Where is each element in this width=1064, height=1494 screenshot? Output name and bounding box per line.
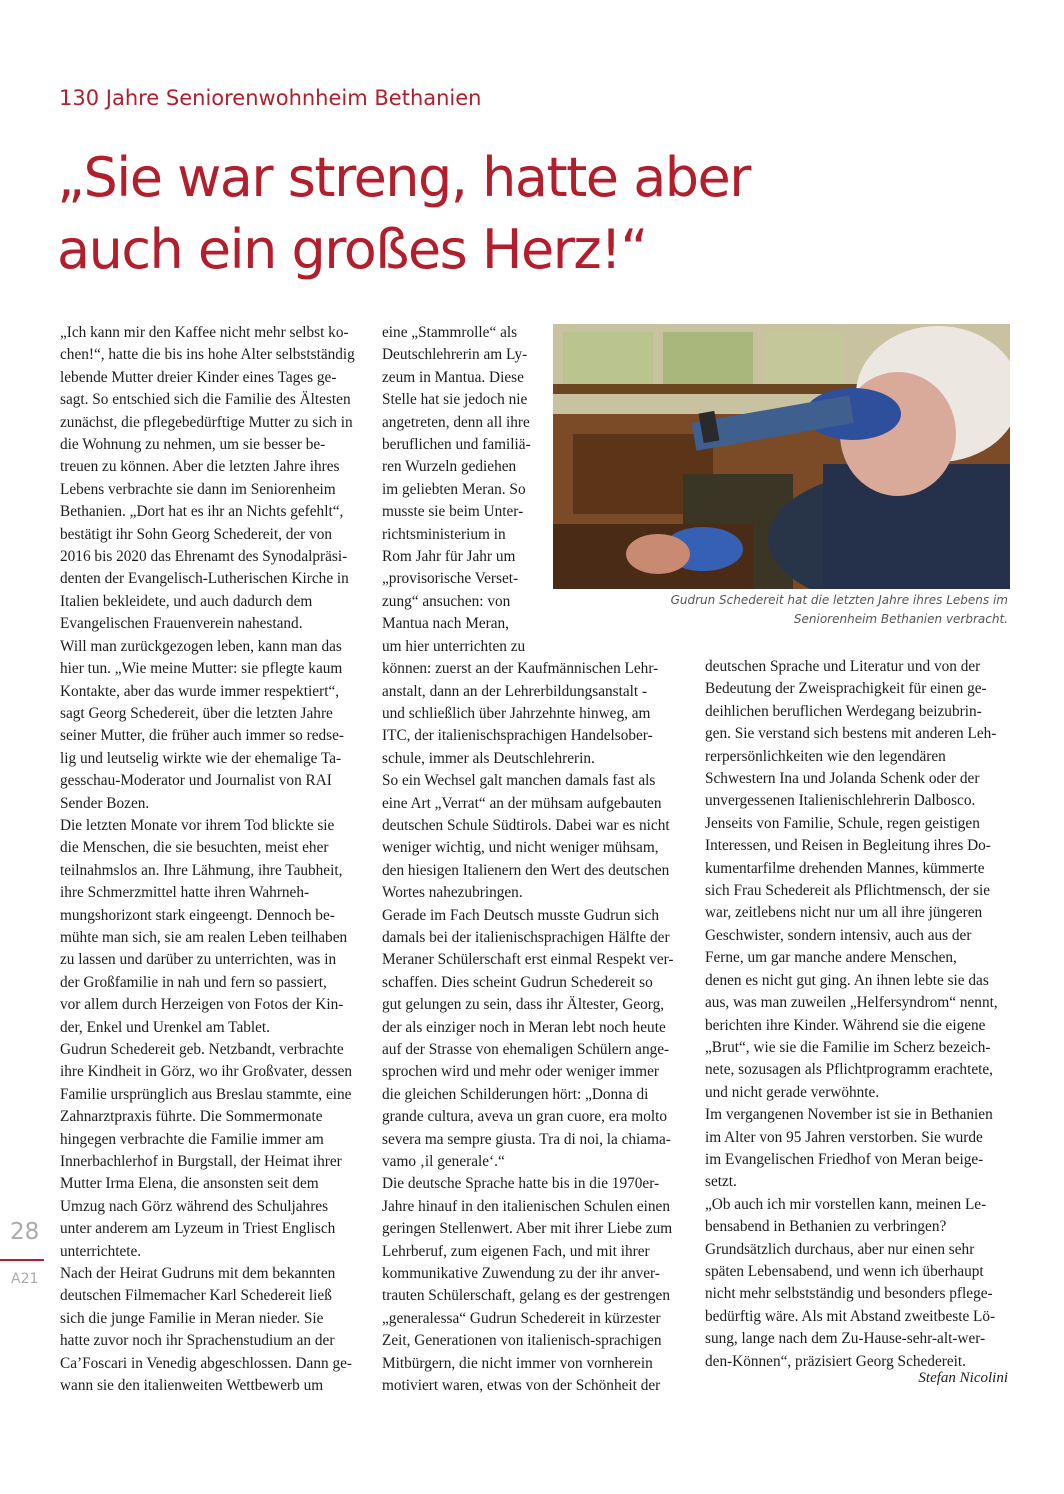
text-line: vamo ‚il generale‘.“ bbox=[382, 1153, 505, 1171]
text-line: richtsministerium in bbox=[382, 525, 506, 543]
text-line: denten der Evangelisch-Lutherischen Kirche in bbox=[60, 570, 349, 588]
text-line: denen es nicht gut ging. An ihnen lebte sie das bbox=[705, 971, 989, 989]
text-line: gesschau-Moderator und Journalist von RAI bbox=[60, 772, 332, 790]
text-line: Mantua nach Meran, bbox=[382, 615, 509, 633]
text-line: und nicht gerade verwöhnte. bbox=[705, 1083, 880, 1101]
text-line: Mutter Irma Elena, die ansonsten seit dem bbox=[60, 1175, 319, 1193]
text-line: schule, immer als Deutschlehrerin. bbox=[382, 749, 595, 767]
text-line: hingegen verbrachte die Familie immer am bbox=[60, 1130, 324, 1148]
text-line: Die deutsche Sprache hatte bis in die 1970er- bbox=[382, 1175, 660, 1193]
text-line: Zahnarztpraxis führte. Die Sommermonate bbox=[60, 1108, 323, 1126]
text-line: Interessen, und Reisen in Begleitung ihres Do- bbox=[705, 837, 991, 855]
text-line: ihre Kindheit in Görz, wo ihr Großvater, dessen bbox=[60, 1063, 353, 1081]
text-line: Mitbürgern, die nicht immer von vornherein bbox=[382, 1354, 653, 1372]
article-photo bbox=[553, 324, 1010, 589]
caption-line: Seniorenheim Bethanien verbracht. bbox=[793, 612, 1008, 626]
text-line: deutschen Sprache und Literatur und von der bbox=[705, 658, 981, 675]
text-line: Wortes nahezubringen. bbox=[382, 884, 523, 902]
text-line: hatte zuvor noch ihr Sprachenstudium an der bbox=[60, 1332, 335, 1350]
text-line: Die letzten Monate vor ihrem Tod blickte sie bbox=[60, 816, 335, 834]
text-line: Lehrberuf, zum eigenen Fach, und mit ihrer bbox=[382, 1242, 650, 1260]
text-line: den-Können“, präzisiert Georg Schedereit. bbox=[705, 1352, 966, 1370]
text-line: Innerbachlerhof in Burgstall, der Heimat ihrer bbox=[60, 1153, 342, 1171]
text-line: der als einziger noch in Meran lebt noch heute bbox=[382, 1018, 666, 1036]
text-line: unterrichtete. bbox=[60, 1242, 142, 1260]
text-line: der Großfamilie in nah und fern so passiert, bbox=[60, 973, 327, 991]
text-line: So ein Wechsel galt manchen damals fast als bbox=[382, 772, 656, 790]
headline-line: „Sie war streng, hatte aber bbox=[57, 146, 750, 209]
text-line: wann sie den italienweiten Wettbewerb um bbox=[60, 1377, 324, 1395]
text-line: Lebens verbrachte sie dann im Seniorenheim bbox=[60, 480, 336, 498]
author-signature: Stefan Nicolini bbox=[918, 1370, 1008, 1386]
text-line: beruflichen und familiä- bbox=[382, 436, 531, 454]
text-line: im geliebten Meran. So bbox=[382, 480, 526, 498]
text-line: bestätigt ihr Sohn Georg Schedereit, der von bbox=[60, 525, 333, 543]
text-line: Zeit, Generationen von italienisch-sprachigen bbox=[382, 1332, 662, 1350]
text-line: 2016 bis 2020 das Ehrenamt des Synodalpräsi- bbox=[60, 548, 348, 566]
text-line: im Alter von 95 Jahren verstorben. Sie wurde bbox=[705, 1128, 983, 1146]
text-line: Jenseits von Familie, Schule, regen geistigen bbox=[705, 814, 980, 832]
text-line: sprochen wird und mehr oder weniger immer bbox=[382, 1063, 659, 1081]
text-line: bedürftig wäre. Als mit Abstand zweitbeste Lö- bbox=[705, 1307, 996, 1325]
text-line: chen!“, hatte die bis ins hohe Alter selbstständig bbox=[60, 346, 355, 364]
text-line: im Evangelischen Friedhof von Meran beige- bbox=[705, 1150, 984, 1168]
text-line: deutschen Filmemacher Karl Schedereit ließ bbox=[60, 1287, 332, 1305]
text-line: mungshorizont stark eingeengt. Dennoch be- bbox=[60, 906, 335, 924]
text-line: damals bei der italienischsprachigen Hälfte der bbox=[382, 928, 670, 946]
text-line: bensabend in Bethanien zu verbringen? bbox=[705, 1218, 947, 1236]
text-line: sich Frau Schedereit als Pflichtmensch, der sie bbox=[705, 882, 991, 900]
text-line: der, Enkel und Urenkel am Tablet. bbox=[60, 1018, 270, 1036]
text-line: Evangelischen Frauenverein nahestand. bbox=[60, 615, 303, 633]
text-line: Im vergangenen November ist sie in Bethanien bbox=[705, 1106, 993, 1124]
text-line: setzt. bbox=[705, 1173, 737, 1191]
headline bbox=[57, 142, 957, 286]
text-line: rerpersönlichkeiten wie den legendären bbox=[705, 747, 946, 765]
text-line: nicht mehr selbstständig und besonders pflege- bbox=[705, 1285, 993, 1303]
text-line: war, zeitlebens nicht nur um all ihre jüngeren bbox=[705, 904, 983, 922]
text-line: sagt Georg Schedereit, über die letzten Jahre bbox=[60, 704, 333, 722]
text-line: weniger wichtig, und nicht weniger mühsam, bbox=[382, 839, 659, 857]
text-line: auf der Strasse von ehemaligen Schülern ange- bbox=[382, 1041, 670, 1058]
text-line: gen. Sie verstand sich bestens mit anderen Leh- bbox=[705, 725, 997, 743]
text-line: grande cultura, aveva un gran cuore, era molto bbox=[382, 1108, 667, 1126]
text-line: ihre Schmerzmittel hatte ihren Wahrneh- bbox=[60, 884, 310, 902]
text-line: hier tun. „Wie meine Mutter: sie pflegte kaum bbox=[60, 660, 343, 678]
text-line: Sender Bozen. bbox=[60, 794, 150, 812]
text-line: „Ich kann mir den Kaffee nicht mehr selbst ko- bbox=[60, 324, 349, 341]
text-line: „generalessa“ Gudrun Schedereit in kürzester bbox=[382, 1309, 661, 1327]
text-line: die gleichen Schilderungen hört: „Donna di bbox=[382, 1085, 649, 1103]
text-line: Geschwister, sondern intensiv, auch aus der bbox=[705, 926, 972, 944]
caption-line: Gudrun Schedereit hat die letzten Jahre ihres Lebens im bbox=[670, 593, 1008, 607]
text-line: „Ob auch ich mir vorstellen kann, meinen Le- bbox=[705, 1195, 987, 1213]
text-line: Familie ursprünglich aus Breslau stammte, eine bbox=[60, 1085, 352, 1103]
text-line: gut gelungen zu sein, dass ihr Ältester, Georg, bbox=[382, 996, 665, 1014]
text-line: anstalt, dann an der Lehrerbildungsanstalt - bbox=[382, 682, 648, 700]
text-line: Grundsätzlich durchaus, aber nur einen sehr bbox=[705, 1240, 975, 1258]
text-line: deutschen Schule Südtirols. Dabei war es nicht bbox=[382, 816, 670, 834]
text-line: angetreten, denn all ihre bbox=[382, 413, 530, 431]
text-line: sagt. So entschied sich die Familie des Ältesten bbox=[60, 391, 351, 409]
article-column-3 bbox=[705, 656, 998, 1373]
text-line: können: zuerst an der Kaufmännischen Lehr- bbox=[382, 660, 659, 678]
text-line: späten Lebensabend, und wenn ich überhaupt bbox=[705, 1262, 984, 1280]
text-line: mühte man sich, sie am realen Leben teilhaben bbox=[60, 928, 348, 946]
text-line: die Wohnung zu nehmen, um sie besser be- bbox=[60, 436, 326, 454]
text-line: zeum in Mantua. Diese bbox=[382, 368, 524, 386]
text-line: lig und leutselig wirkte wie der ehemalige Ta- bbox=[60, 749, 342, 767]
text-line: Schwestern Ina und Jolanda Schenk oder der bbox=[705, 770, 980, 788]
text-line: eine Art „Verrat“ an der mühsam aufgebauten bbox=[382, 794, 662, 812]
text-line: „provisorische Verset- bbox=[382, 570, 519, 588]
section-kicker: 130 Jahre Seniorenwohnheim Bethanien bbox=[59, 86, 482, 110]
photo-caption bbox=[608, 591, 1008, 629]
text-line: eine „Stammrolle“ als bbox=[382, 324, 518, 341]
text-line: zu lassen und darüber zu unterrichten, was in bbox=[60, 951, 337, 969]
text-line: Kontakte, aber das wurde immer respektiert“, bbox=[60, 682, 340, 700]
text-line: Bethanien. „Dort hat es ihr an Nichts gefehlt“, bbox=[60, 503, 344, 521]
text-line: Meraner Schülerschaft erst einmal Respekt ver- bbox=[382, 951, 674, 969]
text-line: „Brut“, wie sie die Familie im Scherz bezeich- bbox=[705, 1038, 991, 1056]
text-line: lebende Mutter dreier Kinder eines Tages ge- bbox=[60, 368, 337, 386]
text-line: sich die junge Familie in Meran nieder. Sie bbox=[60, 1309, 324, 1327]
text-line: die Menschen, die sie besuchten, meist eher bbox=[60, 839, 329, 857]
text-line: treuen zu können. Aber die letzten Jahre ihres bbox=[60, 458, 340, 476]
text-line: trauten Schülerschaft, gelang es der gestrengen bbox=[382, 1287, 670, 1305]
text-line: Nach der Heirat Gudruns mit dem bekannten bbox=[60, 1265, 336, 1283]
text-line: ren Wurzeln gediehen bbox=[382, 458, 517, 476]
text-line: motiviert waren, etwas von der Schönheit der bbox=[382, 1377, 661, 1395]
text-line: Rom Jahr für Jahr um bbox=[382, 548, 516, 566]
text-line: unvergessenen Italienischlehrerin Dalbosco. bbox=[705, 792, 976, 810]
text-line: teilnahmslos an. Ihre Lähmung, ihre Taubheit, bbox=[60, 861, 343, 879]
text-line: Italien bekleidete, und auch dadurch dem bbox=[60, 592, 313, 610]
text-line: geringen Stellenwert. Aber mit ihrer Liebe zum bbox=[382, 1220, 673, 1238]
page-number: 28 bbox=[10, 1219, 40, 1245]
text-line: nete, sozusagen als Pflichtprogramm erachtete, bbox=[705, 1061, 993, 1079]
text-line: severa ma sempre giusta. Tra di noi, la chiama- bbox=[382, 1130, 671, 1148]
text-line: Ferne, um gar manche andere Menschen, bbox=[705, 949, 957, 967]
text-line: schaffen. Dies scheint Gudrun Schedereit so bbox=[382, 973, 653, 991]
text-line: unter anderem am Lyzeum in Triest Englisch bbox=[60, 1220, 336, 1238]
text-line: kommunikative Zuwendung zu der ihr anver- bbox=[382, 1265, 660, 1283]
text-line: kumentarfilme drehenden Mannes, kümmerte bbox=[705, 859, 985, 877]
article-column-1 bbox=[60, 322, 355, 1398]
text-line: ITC, der italienischsprachigen Handelsober- bbox=[382, 727, 653, 745]
text-line: Umzug nach Görz während des Schuljahres bbox=[60, 1197, 329, 1215]
text-line: berichten ihre Kinder. Während sie die eigene bbox=[705, 1016, 986, 1034]
text-line: Deutschlehrerin am Ly- bbox=[382, 346, 528, 364]
text-line: Jahre hinauf in den italienischen Schulen einen bbox=[382, 1197, 670, 1215]
text-line: Gudrun Schedereit geb. Netzbandt, verbrachte bbox=[60, 1041, 344, 1058]
page-number-divider bbox=[0, 1259, 44, 1261]
text-line: seiner Mutter, die früher auch immer so redse- bbox=[60, 727, 344, 745]
text-line: zung“ ansuchen: von bbox=[382, 592, 511, 610]
text-line: Ca’Foscari in Venedig abgeschlossen. Dann ge- bbox=[60, 1354, 352, 1372]
text-line: Bedeutung der Zweisprachigkeit für einen ge- bbox=[705, 680, 987, 698]
text-line: Stelle hat sie jedoch nie bbox=[382, 391, 528, 409]
text-line: Gerade im Fach Deutsch musste Gudrun sich bbox=[382, 906, 659, 924]
text-line: musste sie beim Unter- bbox=[382, 503, 524, 521]
text-line: aus, was man zuweilen „Helfersyndrom“ nennt, bbox=[705, 994, 998, 1012]
text-line: und schließlich über Jahrzehnte hinweg, am bbox=[382, 704, 651, 722]
text-line: vor allem durch Herzeigen von Fotos der Kin- bbox=[60, 996, 344, 1014]
text-line: Will man zurückgezogen leben, kann man das bbox=[60, 637, 342, 655]
text-line: zunächst, die pflegebedürftige Mutter zu sich in bbox=[60, 413, 353, 431]
headline-line: auch ein großes Herz!“ bbox=[57, 218, 647, 281]
text-line: deihlichen beruflichen Werdegang beizubrin- bbox=[705, 702, 982, 720]
text-line: sung, lange nach dem Zu-Hause-sehr-alt-wer- bbox=[705, 1330, 986, 1348]
text-line: den hiesigen Italienern den Wert des deutschen bbox=[382, 861, 670, 879]
page-code: A21 bbox=[11, 1271, 39, 1287]
text-line: um hier unterrichten zu bbox=[382, 637, 526, 655]
